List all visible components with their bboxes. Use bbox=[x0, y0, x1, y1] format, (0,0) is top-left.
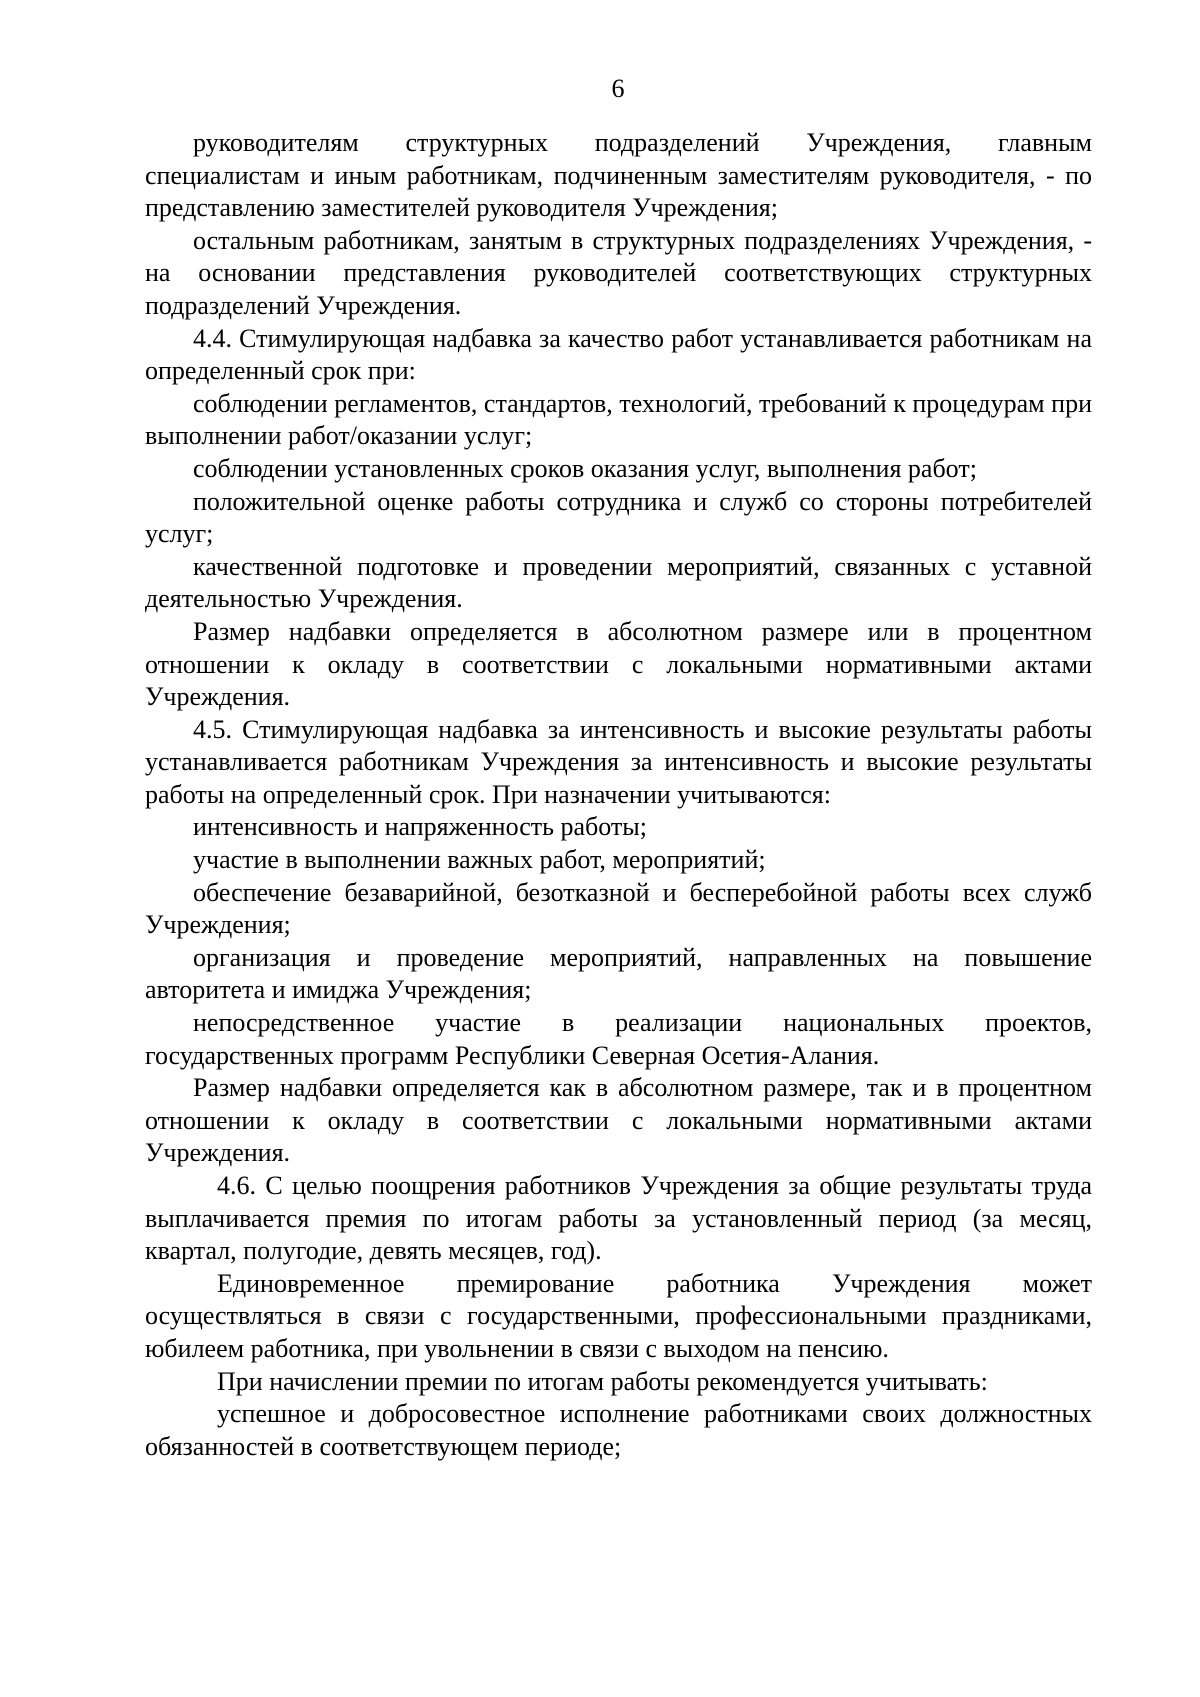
paragraph: остальным работникам, занятым в структурных подразделениях Учреждения, - на основании представления руководителей соответствующих структурных подразделений Учреждения. bbox=[145, 225, 1092, 320]
document-body bbox=[145, 127, 1092, 1463]
paragraph: При начислении премии по итогам работы рекомендуется учитывать: bbox=[217, 1366, 988, 1396]
paragraph: положительной оценке работы сотрудника и служб со стороны потребителей услуг; bbox=[145, 486, 1092, 549]
paragraph: соблюдении регламентов, стандартов, технологий, требований к процедурам при выполнении работ/оказании услуг; bbox=[145, 388, 1092, 451]
paragraph: обеспечение безаварийной, безотказной и бесперебойной работы всех служб Учреждения; bbox=[145, 877, 1092, 940]
paragraph: 4.6. С целью поощрения работников Учреждения за общие результаты труда выплачивается премия по итогам работы за установленный период (за месяц, квартал, полугодие, девять месяцев, год). bbox=[145, 1171, 1092, 1266]
page-number: 6 bbox=[611, 74, 625, 103]
paragraph: руководителям структурных подразделений Учреждения, главным специалистам и иным работникам, подчиненным заместителям руководителя, - по представлению заместителей руководителя Учреждения; bbox=[145, 128, 1092, 223]
paragraph: соблюдении установленных сроков оказания услуг, выполнения работ; bbox=[193, 453, 977, 483]
paragraph: Размер надбавки определяется как в абсолютном размере, так и в процентном отношении к окладу в соответствии с локальными нормативными актами Учреждения. bbox=[145, 1073, 1092, 1168]
paragraph: Размер надбавки определяется в абсолютном размере или в процентном отношении к окладу в соответствии с локальными нормативными актами Учреждения. bbox=[145, 616, 1092, 712]
paragraph: качественной подготовке и проведении мероприятий, связанных с уставной деятельностью Учреждения. bbox=[145, 551, 1092, 614]
paragraph: 4.5. Стимулирующая надбавка за интенсивность и высокие результаты работы устанавливается работникам Учреждения за интенсивность и высокие результаты работы на определенный срок. При назначении учитываются: bbox=[145, 714, 1092, 809]
paragraph: участие в выполнении важных работ, мероприятий; bbox=[193, 845, 766, 875]
paragraph: Единовременное премирование работника Учреждения может осуществляться в связи с государственными, профессиональными праздниками, юбилеем работника, при увольнении в связи с выходом на пенсию. bbox=[145, 1268, 1092, 1363]
paragraph: успешное и добросовестное исполнение работниками своих должностных обязанностей в соответствующем периоде; bbox=[145, 1399, 1092, 1461]
paragraph: интенсивность и напряженность работы; bbox=[193, 812, 647, 842]
paragraph: 4.4. Стимулирующая надбавка за качество работ устанавливается работникам на определенный срок при: bbox=[145, 323, 1092, 386]
paragraph: организация и проведение мероприятий, направленных на повышение авторитета и имиджа Учреждения; bbox=[145, 942, 1092, 1005]
paragraph: непосредственное участие в реализации национальных проектов, государственных программ Республики Северная Осетия-Алания. bbox=[145, 1008, 1092, 1070]
